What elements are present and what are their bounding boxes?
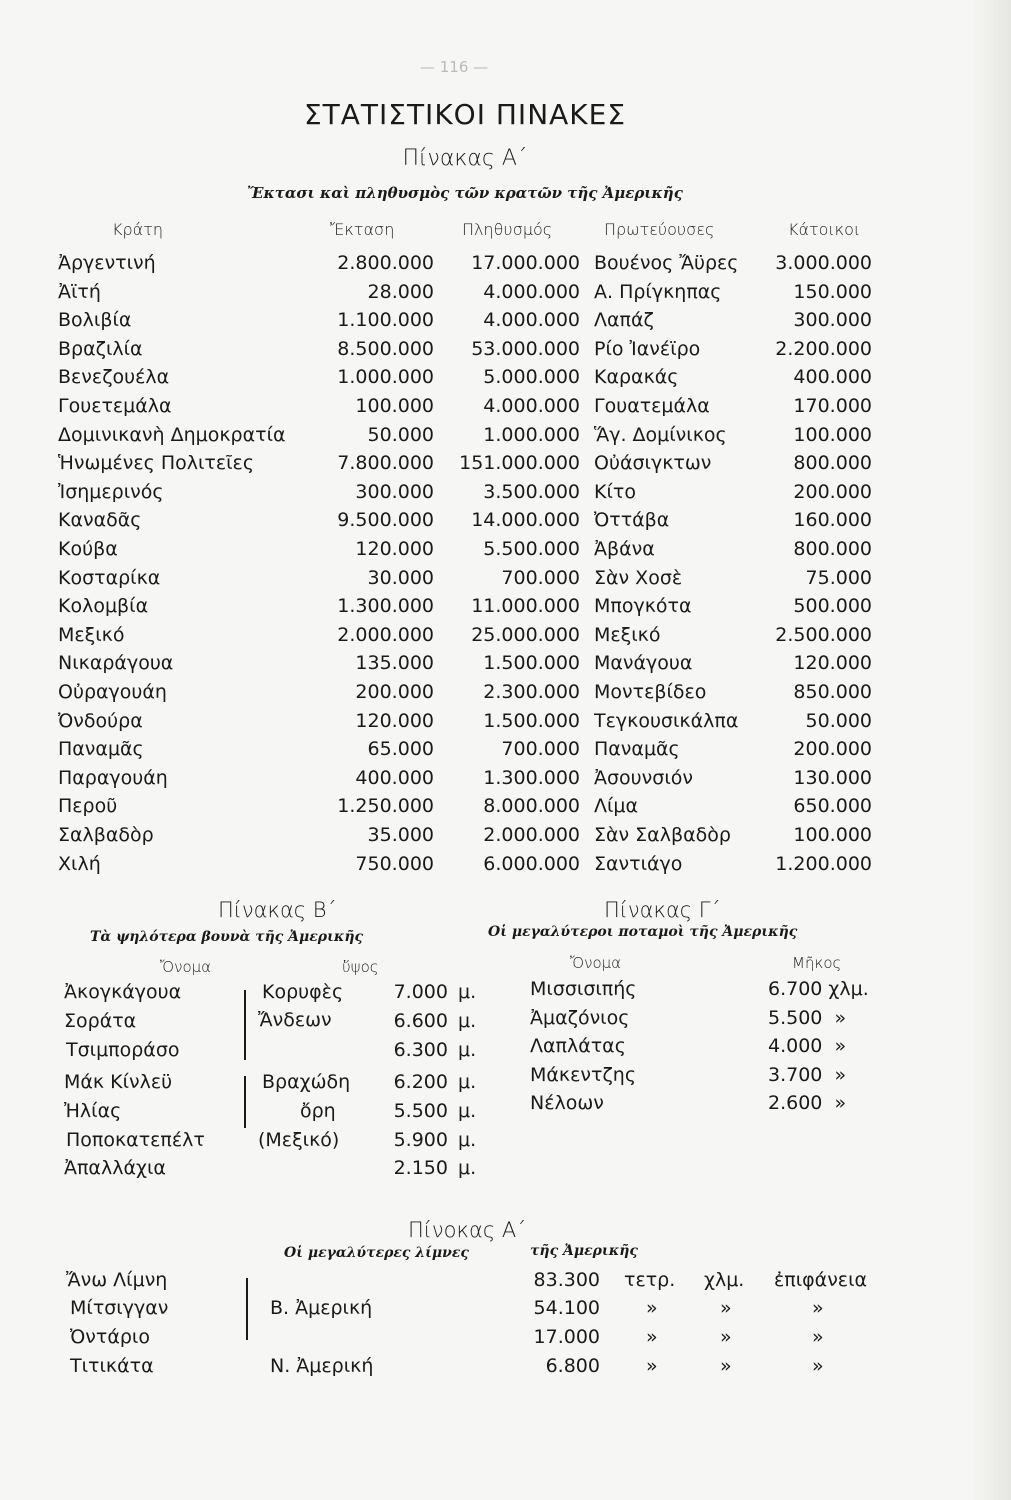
lake-name: Τιτικάτα bbox=[70, 1355, 154, 1377]
river-name: Μάκεντζης bbox=[530, 1063, 636, 1086]
table-a-row bbox=[0, 767, 930, 795]
mountain-height: 6.600 bbox=[393, 1010, 448, 1032]
mountain-height: 7.000 bbox=[393, 981, 448, 1003]
state-name: Μεξικό bbox=[58, 623, 125, 646]
table-a-row bbox=[0, 567, 930, 595]
capital-inhabitants: 2.500.000 bbox=[775, 623, 872, 646]
state-area: 35.000 bbox=[367, 824, 434, 846]
state-name: Κούβα bbox=[58, 538, 118, 560]
state-name: Χιλή bbox=[58, 852, 101, 875]
state-population: 700.000 bbox=[501, 738, 580, 761]
state-capital: Σὰν Χοσὲ bbox=[594, 566, 683, 589]
table-d-caption-right: τῆς Ἀμερικῆς bbox=[530, 1243, 638, 1259]
mountain-unit: μ. bbox=[458, 1039, 477, 1061]
lake-name: Μίτσιγγαν bbox=[70, 1297, 169, 1319]
state-capital: Ἀβάνα bbox=[594, 538, 655, 560]
table-b-caption: Τὰ ψηλότερα βουνὰ τῆς Ἀμερικῆς bbox=[90, 929, 364, 945]
ditto-mark: » bbox=[812, 1355, 824, 1377]
state-name: Βενεζουέλα bbox=[58, 366, 170, 389]
state-population: 1.500.000 bbox=[483, 652, 580, 675]
capital-inhabitants: 130.000 bbox=[793, 766, 872, 789]
table-c-header-name: Ὄνομα bbox=[570, 954, 622, 972]
state-population: 1.300.000 bbox=[483, 766, 580, 789]
capital-inhabitants: 100.000 bbox=[793, 423, 872, 446]
table-b-group2-line1: Βραχώδη bbox=[262, 1071, 351, 1093]
state-capital: Μπογκότα bbox=[594, 595, 692, 618]
mountain-unit: μ. bbox=[458, 1129, 477, 1151]
state-population: 4.000.000 bbox=[483, 395, 580, 417]
state-name: Ἰσημερινός bbox=[58, 480, 164, 503]
state-population: 700.000 bbox=[501, 566, 580, 589]
state-area: 200.000 bbox=[355, 681, 434, 703]
table-d-brace bbox=[240, 1278, 248, 1340]
capital-inhabitants: 2.200.000 bbox=[775, 337, 872, 360]
table-d-title: Πίνοκας Α΄ bbox=[408, 1218, 527, 1242]
lake-unit-word: ἐπιφάνεια bbox=[774, 1269, 868, 1291]
mountain-name: Ἀπαλλάχια bbox=[64, 1157, 166, 1179]
state-population: 14.000.000 bbox=[471, 509, 580, 532]
state-name: Παναμᾶς bbox=[58, 738, 144, 761]
state-name: Οὐραγουάη bbox=[58, 681, 167, 703]
capital-inhabitants: 50.000 bbox=[805, 709, 872, 732]
state-area: 1.100.000 bbox=[337, 309, 434, 332]
state-area: 7.800.000 bbox=[337, 452, 434, 475]
mountain-name: Μάκ Κίνλεϋ bbox=[64, 1071, 173, 1093]
table-b-group2-line3: (Μεξικό) bbox=[258, 1129, 340, 1151]
mountain-unit: μ. bbox=[458, 981, 477, 1003]
state-capital: Ἅγ. Δομίνικος bbox=[594, 423, 727, 446]
state-area: 65.000 bbox=[367, 738, 434, 761]
river-name: Νέλοων bbox=[530, 1092, 604, 1114]
col-header-inhabitants: Κάτοικοι bbox=[788, 220, 861, 239]
mountain-name: Τσιμποράσο bbox=[66, 1039, 180, 1061]
river-name: Μισσισιπής bbox=[530, 978, 637, 1000]
table-a-row bbox=[0, 738, 930, 766]
col-header-population: Πληθυσμός bbox=[462, 220, 553, 239]
state-capital: Οὐάσιγκτων bbox=[594, 452, 712, 475]
state-capital: Σὰν Σαλβαδὸρ bbox=[594, 824, 731, 846]
table-a-row bbox=[0, 481, 930, 509]
state-population: 8.000.000 bbox=[483, 795, 580, 818]
table-c-caption: Οἱ μεγαλύτεροι ποταμοὶ τῆς Ἀμερικῆς bbox=[488, 924, 798, 940]
state-name: Καναδᾶς bbox=[58, 509, 142, 532]
state-capital: Μοντεβίδεο bbox=[594, 681, 707, 703]
state-area: 300.000 bbox=[355, 480, 434, 503]
mountain-unit: μ. bbox=[458, 1071, 477, 1093]
table-a-row bbox=[0, 281, 930, 309]
state-name: Ἀϊτή bbox=[58, 280, 101, 303]
main-title: ΣΤΑΤΙΣΤΙΚΟΙ ΠΙΝΑΚΕΣ bbox=[303, 98, 627, 131]
table-b-header-height: ὕψος bbox=[342, 958, 379, 976]
capital-inhabitants: 800.000 bbox=[793, 538, 872, 560]
capital-inhabitants: 200.000 bbox=[793, 480, 872, 503]
capital-inhabitants: 400.000 bbox=[793, 366, 872, 389]
state-capital: Α. Πρίγκηπας bbox=[594, 280, 722, 303]
state-population: 11.000.000 bbox=[471, 595, 580, 618]
table-b-brace-1 bbox=[238, 990, 246, 1060]
col-header-capitals: Πρωτεύουσες bbox=[604, 220, 715, 239]
state-name: Βραζιλία bbox=[58, 337, 143, 360]
capital-inhabitants: 850.000 bbox=[793, 681, 872, 703]
capital-inhabitants: 150.000 bbox=[793, 280, 872, 303]
state-area: 2.000.000 bbox=[337, 623, 434, 646]
river-name: Ἀμαζόνιος bbox=[530, 1006, 630, 1029]
table-a-row bbox=[0, 624, 930, 652]
state-population: 5.000.000 bbox=[483, 366, 580, 389]
state-capital: Καρακάς bbox=[594, 366, 679, 389]
state-population: 5.500.000 bbox=[483, 538, 580, 560]
state-area: 28.000 bbox=[367, 280, 434, 303]
state-area: 135.000 bbox=[355, 652, 434, 675]
table-a-row bbox=[0, 252, 930, 280]
state-capital: Μεξικό bbox=[594, 623, 661, 646]
state-name: Κολομβία bbox=[58, 595, 149, 618]
capital-inhabitants: 500.000 bbox=[793, 595, 872, 618]
state-name: Παραγουάη bbox=[58, 766, 168, 789]
capital-inhabitants: 120.000 bbox=[793, 652, 872, 675]
ditto-mark: » bbox=[720, 1326, 732, 1348]
table-a-row bbox=[0, 681, 930, 709]
table-a-row bbox=[0, 824, 930, 852]
table-a-row bbox=[0, 509, 930, 537]
state-area: 400.000 bbox=[355, 766, 434, 789]
capital-inhabitants: 160.000 bbox=[793, 509, 872, 532]
table-d-caption-left: Οἱ μεγαλύτερες λίμνες bbox=[284, 1245, 469, 1261]
lake-area: 6.800 bbox=[545, 1355, 600, 1377]
table-a-row bbox=[0, 795, 930, 823]
mountain-height: 5.900 bbox=[393, 1129, 448, 1151]
state-name: Ἀργεντινή bbox=[58, 252, 156, 274]
state-population: 6.000.000 bbox=[483, 852, 580, 875]
ditto-mark: » bbox=[646, 1326, 658, 1348]
mountain-unit: μ. bbox=[458, 1157, 477, 1179]
state-population: 151.000.000 bbox=[459, 452, 580, 475]
table-b-header-name: Ὄνομα bbox=[160, 958, 212, 976]
state-area: 50.000 bbox=[367, 423, 434, 446]
capital-inhabitants: 75.000 bbox=[805, 566, 872, 589]
capital-inhabitants: 170.000 bbox=[793, 395, 872, 417]
state-name: Ἡνωμένες Πολιτεῖες bbox=[58, 452, 254, 475]
mountain-height: 6.200 bbox=[393, 1071, 448, 1093]
state-population: 4.000.000 bbox=[483, 309, 580, 332]
state-area: 30.000 bbox=[367, 566, 434, 589]
table-a-row bbox=[0, 395, 930, 423]
state-capital: Ὀττάβα bbox=[594, 509, 670, 532]
state-population: 2.000.000 bbox=[483, 824, 580, 846]
state-population: 2.300.000 bbox=[483, 681, 580, 703]
state-capital: Τεγκουσικάλπα bbox=[594, 709, 739, 732]
state-name: Νικαράγουα bbox=[58, 652, 174, 675]
table-b-group2-line2: ὄρη bbox=[300, 1100, 336, 1122]
lake-unit-word: τετρ. bbox=[624, 1269, 676, 1291]
river-name: Λαπλάτας bbox=[530, 1035, 626, 1057]
table-c-title: Πίνακας Γ΄ bbox=[604, 898, 721, 922]
state-name: Ὀνδούρα bbox=[58, 709, 143, 732]
river-length: 5.500 » bbox=[768, 1006, 847, 1029]
state-capital: Ἀσουνσιόν bbox=[594, 766, 693, 789]
mountain-height: 6.300 bbox=[393, 1039, 448, 1061]
table-b-brace-2 bbox=[238, 1076, 246, 1128]
state-area: 9.500.000 bbox=[337, 509, 434, 532]
state-population: 1.000.000 bbox=[483, 423, 580, 446]
state-name: Βολιβία bbox=[58, 309, 132, 332]
lake-name: Ἄνω Λίμνη bbox=[66, 1269, 168, 1291]
state-population: 3.500.000 bbox=[483, 480, 580, 503]
ditto-mark: » bbox=[646, 1355, 658, 1377]
river-length: 6.700 χλμ. bbox=[768, 978, 869, 1000]
mountain-height: 2.150 bbox=[393, 1157, 448, 1179]
table-c-header-length: Μῆκος bbox=[792, 954, 842, 972]
state-name: Γουετεμάλα bbox=[58, 395, 172, 417]
page-edge bbox=[971, 0, 1011, 1500]
state-name: Δομινικανὴ Δημοκρατία bbox=[58, 423, 286, 446]
capital-inhabitants: 650.000 bbox=[793, 795, 872, 818]
capital-inhabitants: 100.000 bbox=[793, 824, 872, 846]
ditto-mark: » bbox=[720, 1355, 732, 1377]
state-area: 120.000 bbox=[355, 709, 434, 732]
state-population: 4.000.000 bbox=[483, 280, 580, 303]
capital-inhabitants: 800.000 bbox=[793, 452, 872, 475]
ditto-mark: » bbox=[812, 1297, 824, 1319]
state-capital: Σαντιάγο bbox=[594, 852, 683, 875]
table-a-row bbox=[0, 338, 930, 366]
state-capital: Λαπάζ bbox=[594, 309, 654, 332]
state-population: 25.000.000 bbox=[471, 623, 580, 646]
mountain-name: Ἀκογκάγουα bbox=[64, 981, 182, 1003]
ditto-mark: » bbox=[646, 1297, 658, 1319]
state-capital: Μανάγουα bbox=[594, 652, 693, 675]
river-length: 3.700 » bbox=[768, 1063, 847, 1086]
ditto-mark: » bbox=[812, 1326, 824, 1348]
mountain-height: 5.500 bbox=[393, 1100, 448, 1122]
table-a-row bbox=[0, 424, 930, 452]
state-name: Περοῦ bbox=[58, 795, 118, 818]
table-a-row bbox=[0, 309, 930, 337]
state-area: 120.000 bbox=[355, 538, 434, 560]
table-b-group1-line1: Κορυφὲς bbox=[262, 981, 344, 1003]
mountain-name: Ποποκατεπέλτ bbox=[66, 1129, 205, 1151]
lake-area: 83.300 bbox=[533, 1269, 600, 1291]
state-population: 1.500.000 bbox=[483, 709, 580, 732]
river-length: 2.600 » bbox=[768, 1092, 847, 1114]
state-capital: Ρίο Ἰανέϊρο bbox=[594, 337, 701, 360]
table-a-row bbox=[0, 853, 930, 881]
table-a-row bbox=[0, 652, 930, 680]
table-b-group1-line2: Ἄνδεων bbox=[258, 1009, 332, 1031]
capital-inhabitants: 1.200.000 bbox=[775, 852, 872, 875]
mountain-name: Ἠλίας bbox=[64, 1100, 122, 1122]
state-capital: Γουατεμάλα bbox=[594, 395, 710, 417]
lake-name: Ὀντάριο bbox=[70, 1326, 150, 1348]
state-area: 750.000 bbox=[355, 852, 434, 875]
capital-inhabitants: 300.000 bbox=[793, 309, 872, 332]
table-a-row bbox=[0, 710, 930, 738]
col-header-states: Κράτη bbox=[112, 220, 163, 239]
table-d-region1: Β. Ἀμερική bbox=[270, 1297, 373, 1319]
capital-inhabitants: 3.000.000 bbox=[775, 252, 872, 274]
table-b-title: Πίνακας Β΄ bbox=[218, 898, 337, 922]
river-length: 4.000 » bbox=[768, 1035, 847, 1057]
col-header-area: Ἔκταση bbox=[330, 220, 395, 239]
ditto-mark: » bbox=[720, 1297, 732, 1319]
state-area: 1.300.000 bbox=[337, 595, 434, 618]
capital-inhabitants: 200.000 bbox=[793, 738, 872, 761]
state-area: 1.000.000 bbox=[337, 366, 434, 389]
state-population: 53.000.000 bbox=[471, 337, 580, 360]
page-number: — 116 — bbox=[420, 58, 489, 76]
state-population: 17.000.000 bbox=[471, 252, 580, 274]
table-a-row bbox=[0, 366, 930, 394]
state-name: Σαλβαδὸρ bbox=[58, 824, 154, 846]
table-a-caption: Ἔκτασι καὶ πληθυσμὸς τῶν κρατῶν τῆς Ἀμερικῆς bbox=[247, 184, 683, 202]
state-area: 100.000 bbox=[355, 395, 434, 417]
lake-area: 17.000 bbox=[533, 1326, 600, 1348]
state-area: 8.500.000 bbox=[337, 337, 434, 360]
table-a-row bbox=[0, 452, 930, 480]
state-name: Κοσταρίκα bbox=[58, 566, 161, 589]
state-capital: Λίμα bbox=[594, 795, 639, 818]
state-capital: Παναμᾶς bbox=[594, 738, 680, 761]
state-capital: Βουένος Ἄϋρες bbox=[594, 252, 739, 274]
table-a-row bbox=[0, 538, 930, 566]
mountain-unit: μ. bbox=[458, 1010, 477, 1032]
state-capital: Κίτο bbox=[594, 480, 636, 503]
mountain-name: Σοράτα bbox=[64, 1010, 137, 1032]
table-a-title: Πίνακας Α΄ bbox=[402, 146, 528, 171]
lake-unit-word: χλμ. bbox=[704, 1269, 745, 1291]
lake-area: 54.100 bbox=[533, 1297, 600, 1319]
state-area: 1.250.000 bbox=[337, 795, 434, 818]
table-a-row bbox=[0, 595, 930, 623]
table-d-region2: Ν. Ἀμερική bbox=[270, 1355, 374, 1377]
state-area: 2.800.000 bbox=[337, 252, 434, 274]
mountain-unit: μ. bbox=[458, 1100, 477, 1122]
